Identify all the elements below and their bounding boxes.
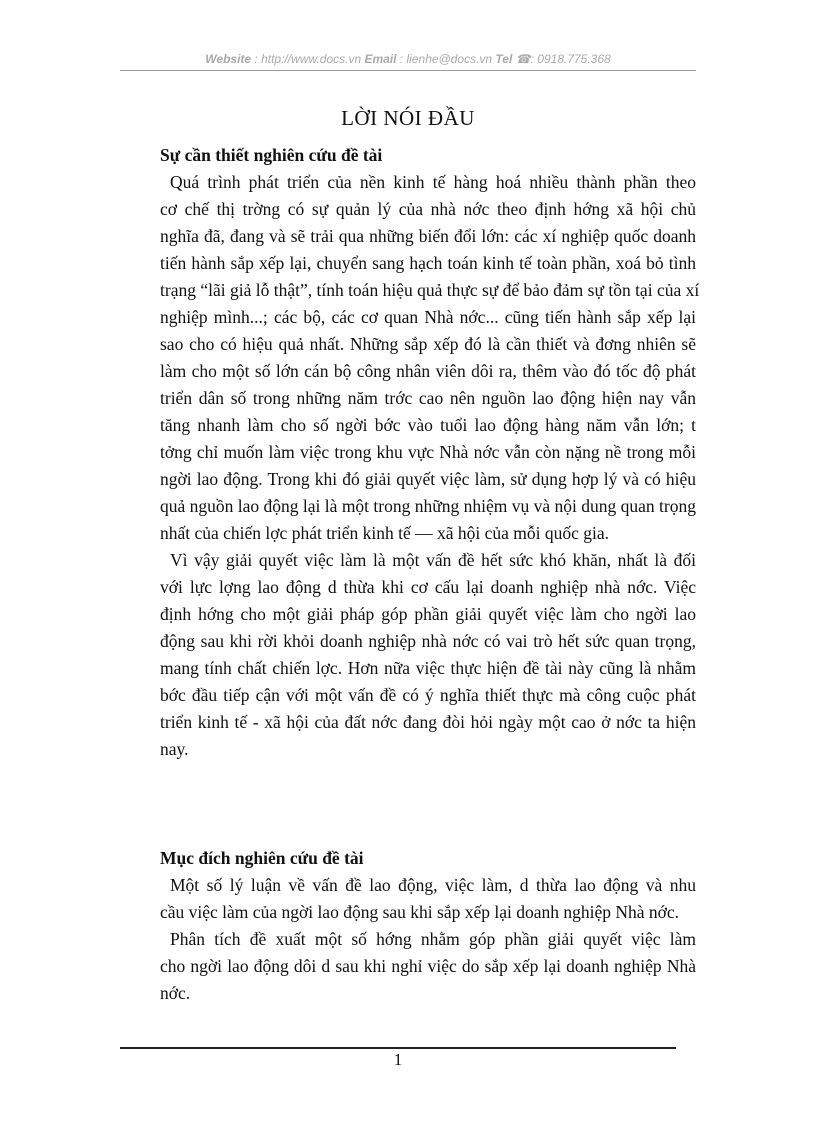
paragraph [160,169,700,547]
email-label: Email [364,52,397,66]
paragraph-line: cầu việc làm của ngời lao động sau khi sắp xếp lại doanh nghiệp Nhà nớc. [160,902,680,922]
paragraph-line: trạng “lãi giả lỗ thật”, tính toán hiệu quả thực sự để bảo đảm sự tồn tại của xí [160,280,700,300]
paragraph-line: định hớng cho một giải pháp góp phần giải quyết việc làm cho ngời lao [160,604,696,624]
page-number: 1 [393,1050,403,1069]
page-header [120,52,696,66]
website-url: : http://www.docs.vn [254,52,362,66]
paragraph-line: cơ chế thị trờng có sự quản lý của nhà nớc theo định hớng xã hội chủ [160,199,696,219]
tel-label: Tel [495,52,513,66]
paragraph-line: triển dân số trong những năm trớc cao nên nguồn lao động hiện nay vẫn [160,388,696,408]
paragraph [160,926,696,1007]
paragraph-line: nghĩa đã, đang và sẽ trải qua những biến đổi lớn: các xí nghiệp quốc doanh [160,226,696,246]
paragraph-line: Một số lý luận về vấn đề lao động, việc làm, d thừa lao động và nhu [170,875,696,895]
paragraph-line: cho ngời lao động dôi d sau khi nghỉ việc do sắp xếp lại doanh nghiệp Nhà [160,956,696,976]
paragraph-line: với lực lợng lao động d thừa khi cơ cấu lại doanh nghiệp nhà nớc. Việc [160,577,696,597]
email-address: : lienhe@docs.vn [399,52,493,66]
paragraph-line: nớc. [160,983,191,1003]
paragraph-line: động sau khi rời khỏi doanh nghiệp nhà nớc có vai trò hết sức quan trọng, [160,631,696,651]
page-title: LỜI NÓI ĐẦU [341,106,475,130]
paragraph-line: nhất của chiến lợc phát triển kinh tế — xã hội của mỗi quốc gia. [160,523,610,543]
paragraph-line: sao cho có hiệu quả nhất. Những sắp xếp đó là cần thiết và đơng nhiên sẽ [160,334,696,354]
paragraph [160,872,696,926]
paragraph-line: Quá trình phát triển của nền kinh tế hàng hoá nhiều thành phần theo [170,172,696,192]
paragraph-line: triển kinh tế - xã hội của đất nớc đang đòi hỏi ngày một cao ở nớc ta hiện [160,712,696,732]
paragraph-line: mang tính chất chiến lợc. Hơn nữa việc thực hiện đề tài này cũng là nhằm [160,658,696,678]
paragraph [160,547,696,763]
paragraph-line: tiến hành sắp xếp lại, chuyển sang hạch toán kinh tế toàn phần, xoá bỏ tình [160,253,696,273]
paragraph-line: nghiệp mình...; các bộ, các cơ quan Nhà nớc... cũng tiến hành sắp xếp lại [160,307,696,327]
paragraph-line: quả nguồn lao động lại là một trong những nhiệm vụ và nội dung quan trọng [160,496,696,516]
paragraph-line: Phân tích đề xuất một số hớng nhằm góp phần giải quyết việc làm [170,929,696,949]
section-necessity [160,142,700,763]
paragraph-line: nay. [160,739,189,759]
section-purpose [160,845,696,1007]
paragraph-line: tởng chỉ muốn làm việc trong khu vực Nhà nớc vẫn còn nặng nề trong mỗi [160,442,696,462]
section-heading: Mục đích nghiên cứu đề tài [160,848,364,868]
footer-divider [120,1047,676,1049]
paragraph-line: Vì vậy giải quyết việc làm là một vấn đề hết sức khó khăn, nhất là đối [170,550,696,570]
website-label: Website [205,52,252,66]
paragraph-line: bớc đầu tiếp cận với một vấn đề có ý nghĩa thiết thực mà công cuộc phát [160,685,696,705]
tel-number: ☎: 0918.775.368 [515,52,611,66]
header-divider [120,70,696,71]
paragraph-line: làm cho một số lớn cán bộ công nhân viên dôi ra, thêm vào đó tốc độ phát [160,361,696,381]
paragraph-line: tăng nhanh làm cho số ngời bớc vào tuổi lao động hàng năm vẫn lớn; t [160,415,696,435]
section-heading: Sự cần thiết nghiên cứu đề tài [160,145,383,165]
paragraph-line: ngời lao động. Trong khi đó giải quyết việc làm, sử dụng hợp lý và có hiệu [160,469,696,489]
